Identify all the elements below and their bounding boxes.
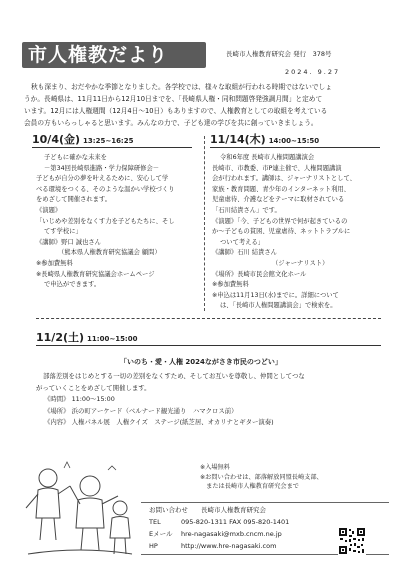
event1-time: 13:25~16:25: [83, 137, 134, 145]
event2-underline: [210, 147, 380, 148]
event2-line: 児童虐待、介護などをテーマに取材されている: [212, 196, 345, 204]
event1-line: 《講師》野口 誠也さん: [36, 238, 101, 246]
event1-line: 子どもが自分の夢を叶えるために、安心して学: [36, 175, 169, 183]
contact-heading-label: お問い合わせ: [149, 506, 188, 514]
intro-line: います。12月には人権週間（12月4日～10日）もありますので、人権教育としての取組を考えている: [24, 107, 328, 115]
event2-line: 《演題》「今、子どもの世界で何が起きているの: [212, 217, 348, 225]
tel-label: TEL: [149, 518, 161, 526]
event1-line: てす学校に」: [44, 228, 82, 236]
event2-line: ※参加費無料: [212, 281, 249, 289]
event2-body: [212, 153, 386, 312]
event2-heading: [210, 131, 319, 147]
event2-line: は、「長崎市人権問題講演会」で検索を。: [220, 302, 337, 310]
event2-line: 家族・教育問題、青少年のインターネット利用、: [212, 185, 350, 193]
event2-line: 会が行われます。講師は、ジャーナリストとして、: [212, 175, 356, 183]
column-divider: [204, 136, 205, 311]
event3-line: 《場所》 浜の町アーケード（ベルナード観光通り ハマクロス前）: [44, 406, 238, 415]
event3-line: 《内容》 人権パネル展 人権クイズ ステージ(紙芝居、オカリナとギター演奏): [44, 418, 274, 427]
event3-heading: [36, 329, 137, 345]
event1-line: で申込ができます。: [44, 281, 101, 289]
event3-date: 11/2(土): [36, 331, 85, 344]
event1-body: [36, 153, 202, 291]
event3-note: または長崎市人権教育研究会まで: [200, 483, 299, 491]
event1-line: ※参加費無料: [36, 259, 73, 267]
event2-line: 長崎市、市教委、市P連主催で、人権問題講演: [212, 164, 342, 172]
issue-date: 2024. 9.27: [285, 68, 341, 76]
publisher-info: 長崎市人権教育研究会 発行 378号: [226, 50, 332, 58]
event1-line: －第34回長崎県進路・学力保障研修会－: [44, 164, 160, 172]
event1-underline: [32, 147, 192, 148]
event1-heading: [32, 131, 133, 147]
event3-line: 《時間》 11:00～15:00: [44, 395, 115, 404]
intro-line: 秋も深まり、おだやかな季節となりました。各学校では、様々な取組が行われる時期ではないでしょ: [31, 83, 332, 91]
children-illustration-icon: [20, 456, 138, 558]
event3-time: 11:00~15:00: [87, 335, 138, 343]
event2-line: 令和6年度 長崎市人権問題講演会: [220, 154, 315, 161]
intro-line: 会員の方もいらっしゃると思います。みんなの力で、子ども達の学びを共に創っていきましょう。: [24, 119, 318, 127]
event3-note: ※お問い合わせは、部落解放同盟長崎支部、: [200, 473, 323, 481]
event2-line: 「石川結貴さん」です。: [212, 206, 281, 214]
email-label: Eメール: [149, 530, 173, 538]
event2-line: 《場所》長崎市民会館文化ホール: [212, 270, 307, 278]
event3-line: 部落差別をはじめとする一切の差別をなくすため、そしてお互いを尊敬し、仲間としてつな: [43, 372, 305, 380]
event2-line: 《講師》石川 結貴さん: [212, 249, 277, 257]
event3-body: [36, 371, 384, 429]
event1-line: 《演題》: [36, 206, 62, 214]
event1-line: べる環境をつくる、そのような温かい学校づくり: [36, 185, 175, 193]
event3-line: がっていくことをめざして開催します。: [36, 383, 151, 392]
event1-line: をめざして開催されます。: [36, 196, 112, 204]
page-title: 市人権教だより: [22, 42, 206, 68]
event2-line: ついて考える」: [220, 238, 265, 246]
event2-line: か～子どもの貧困、児童虐待、ネットトラブルに: [212, 228, 351, 236]
event1-line: （熊本県人権教育研究協議会 顧問）: [58, 249, 161, 257]
hp-label: HP: [149, 542, 158, 550]
event3-notes: [200, 463, 323, 492]
event1-date: 10/4(金): [32, 133, 81, 146]
event2-line: （ジャーナリスト）: [272, 259, 329, 267]
qr-code-icon[interactable]: [338, 527, 366, 555]
hp-link[interactable]: http://www.hre-nagasaki.com: [181, 542, 277, 550]
event2-date: 11/14(木): [210, 133, 266, 146]
section-divider: [36, 318, 381, 319]
event3-underline: [36, 345, 381, 346]
event2-time: 14:00~15:50: [268, 137, 320, 145]
event1-line: ※長崎県人権教育研究協議会ホームページ: [36, 270, 155, 278]
event3-note: ※入場無料: [200, 464, 230, 471]
tel-value: 095-820-1311 FAX 095-820-1401: [181, 518, 290, 526]
email-value[interactable]: hre-nagasaki@mxb.cncm.ne.jp: [181, 530, 282, 538]
event2-line: ※申込は11月13日(水)までに。詳細について: [212, 291, 339, 299]
event1-line: 子どもに確かな未来を: [44, 154, 107, 161]
intro-line: うか。長崎県は、11月11日から12月10日までを、「長崎県人権・同和問題啓発強調月間」と定めて: [24, 95, 323, 103]
contact-heading: [149, 504, 389, 516]
contact-org: 長崎市人権教育研究会: [201, 506, 266, 514]
intro-text: [24, 81, 384, 129]
event1-line: 「いじめや差別をなくす力を子どもたちに、そし: [36, 217, 175, 225]
event3-title: 「いのち・愛・人権 2024ながさき市民のつどい」: [120, 358, 282, 366]
